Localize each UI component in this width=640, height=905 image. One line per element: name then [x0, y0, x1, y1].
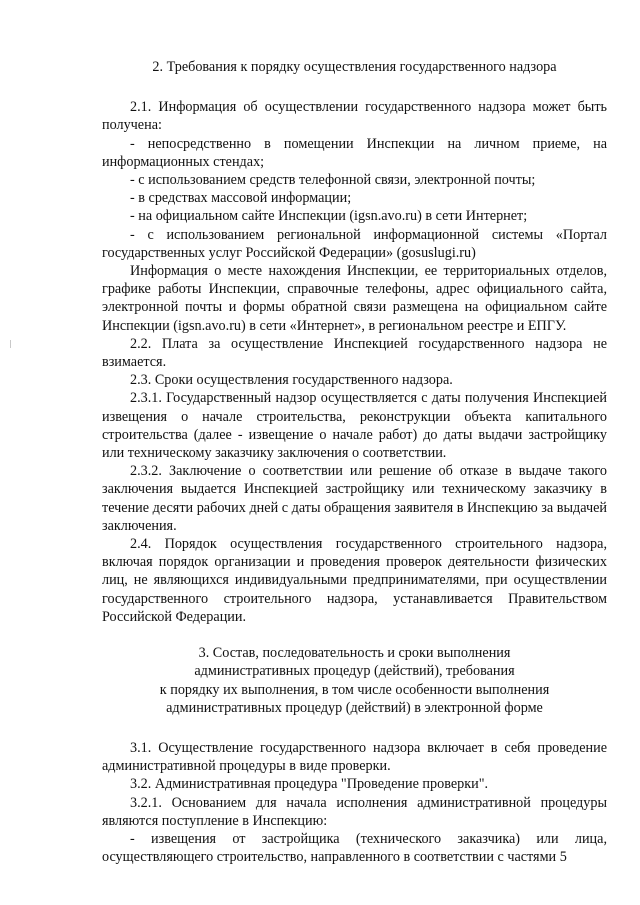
paragraph-3-2: 3.2. Административная процедура "Проведение проверки".: [130, 776, 489, 793]
paragraph-2-1: 2.1. Информация об осуществлении государственного надзора может быть получена:: [102, 99, 607, 134]
section-3-title-line-2: административных процедур (действий), требования: [194, 663, 515, 680]
scan-artifact-mark: [10, 340, 11, 348]
paragraph-2-3: 2.3. Сроки осуществления государственного надзора.: [130, 372, 453, 389]
section-3-title: [102, 644, 607, 717]
paragraph-2-4: 2.4. Порядок осуществления государственного строительного надзора, включая порядок организации и проведения проверок деятельности физических лиц, не являющихся индивидуальными предпринимателями, при осуществлении государственного строительного надзора, устанавливается Правительством Российской Федерации.: [102, 536, 607, 625]
list-item: - извещения от застройщика (технического заказчика) или лица, осуществляющего строительство, направленного в соответствии с частями 5: [102, 830, 607, 866]
list-item: - в средствах массовой информации;: [130, 190, 352, 207]
section-3-title-line-3: к порядку их выполнения, в том числе особенности выполнения: [159, 681, 550, 698]
list-item: - на официальном сайте Инспекции (igsn.avo.ru) в сети Интернет;: [130, 208, 528, 225]
list-item: - с использованием средств телефонной связи, электронной почты;: [130, 172, 536, 189]
paragraph-3-2-1: 3.2.1. Основанием для начала исполнения административной процедуры являются поступление в Инспекцию:: [102, 794, 607, 829]
paragraph-location-info: Информация о месте нахождения Инспекции, ее территориальных отделов, графике работы Инспекции, справочные телефоны, адрес официального сайта, электронной почты и формы обратной связи размещена на официальном сайте Инспекции (igsn.avo.ru) в сети «Интернет», в региональном реестре и ЕПГУ.: [102, 263, 607, 334]
section-2-title: 2. Требования к порядку осуществления государственного надзора: [152, 59, 557, 75]
document-body: [102, 58, 607, 866]
section-3-title-line-1: 3. Состав, последовательность и сроки выполнения: [198, 645, 511, 662]
paragraph-2-2: 2.2. Плата за осуществление Инспекцией государственного надзора не взимается.: [102, 335, 607, 371]
section-3-title-line-4: административных процедур (действий) в электронной форме: [166, 699, 543, 716]
list-item: - с использованием региональной информационной системы «Портал государственных услуг Российской Федерации» (gosuslugi.ru): [102, 226, 607, 261]
list-item: - непосредственно в помещении Инспекции на личном приеме, на информационных стендах;: [102, 135, 607, 170]
paragraph-2-3-1: 2.3.1. Государственный надзор осуществляется с даты получения Инспекцией извещения о начале строительства, реконструкции объекта капитального строительства (далее - извещение о начале работ) до даты выдачи застройщику или техническому заказчику заключения о соответствии.: [102, 390, 607, 462]
paragraph-3-1: 3.1. Осуществление государственного надзора включает в себя проведение административной процедуры в виде проверки.: [102, 739, 607, 775]
paragraph-2-3-2: 2.3.2. Заключение о соответствии или решение об отказе в выдаче такого заключения выдается Инспекцией застройщику или техническому заказчику в течение десяти рабочих дней с даты обращения заявителя в Инспекцию за выдачей заключения.: [102, 463, 607, 534]
